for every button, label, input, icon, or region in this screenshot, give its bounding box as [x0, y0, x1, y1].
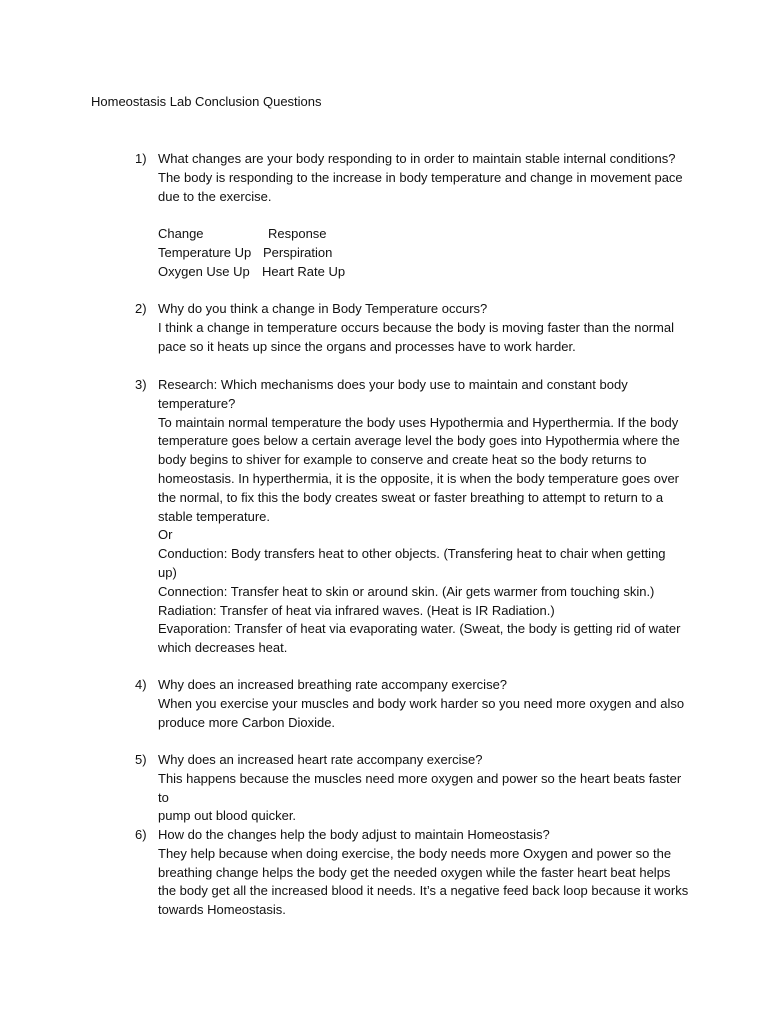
question-text: Why does an increased breathing rate accompany exercise? [158, 677, 508, 692]
table-header-response: Response [268, 226, 327, 242]
question-text: Why do you think a change in Body Temperature occurs? [158, 301, 488, 316]
answer-line: body begins to shiver for example to conserve and create heat so the body returns to [158, 452, 647, 468]
question-text: temperature? [158, 395, 236, 411]
table-row [158, 263, 695, 282]
question-number: 1) [135, 151, 147, 166]
answer-line: The body is responding to the increase in body temperature and change in movement pace [158, 169, 683, 185]
table-cell: Oxygen Use Up [158, 263, 250, 279]
document-title: Homeostasis Lab Conclusion Questions [91, 94, 322, 109]
question-text: Why does an increased heart rate accompany exercise? [158, 752, 483, 767]
answer-line: stable temperature. [158, 508, 271, 524]
answer-line: pace so it heats up since the organs and processes have to work harder. [158, 338, 576, 354]
answer-line: This happens because the muscles need more oxygen and power so the heart beats faster to [158, 770, 685, 805]
question-text: What changes are your body responding to in order to maintain stable internal conditions? [158, 151, 676, 166]
change-response-table [158, 225, 695, 281]
question-number: 3) [135, 377, 147, 392]
question-6 [135, 826, 695, 920]
table-row [158, 244, 695, 263]
answer-line: due to the exercise. [158, 188, 272, 204]
table-cell: Heart Rate Up [262, 263, 346, 279]
table-cell: Perspiration [263, 245, 333, 261]
answer-line: Connection: Transfer heat to skin or around skin. (Air gets warmer from touching skin.) [158, 583, 655, 599]
table-header-row [158, 225, 695, 244]
answer-line: temperature goes below a certain average level the body goes into Hypothermia where the [158, 433, 680, 449]
answer-line: produce more Carbon Dioxide. [158, 714, 336, 730]
answer-line: up) [158, 564, 177, 580]
answer-line: Conduction: Body transfers heat to other objects. (Transfering heat to chair when getting [158, 546, 666, 562]
answer-line: To maintain normal temperature the body uses Hypothermia and Hyperthermia. If the body [158, 414, 679, 430]
question-number: 2) [135, 301, 147, 316]
question-number: 4) [135, 677, 147, 692]
question-4 [135, 676, 695, 732]
question-text: How do the changes help the body adjust to maintain Homeostasis? [158, 827, 550, 842]
question-3 [135, 376, 695, 658]
question-number: 5) [135, 752, 147, 767]
answer-line: pump out blood quicker. [158, 808, 297, 824]
question-5 [135, 751, 695, 826]
answer-line: which decreases heat. [158, 640, 288, 656]
answer-line: the body get all the increased blood it needs. It’s a negative feed back loop because it works [158, 883, 689, 899]
answer-line: Radiation: Transfer of heat via infrared waves. (Heat is IR Radiation.) [158, 602, 555, 618]
answer-line: When you exercise your muscles and body work harder so you need more oxygen and also [158, 695, 685, 711]
question-text: Research: Which mechanisms does your body use to maintain and constant body [158, 377, 628, 392]
answer-line: I think a change in temperature occurs because the body is moving faster than the normal [158, 319, 674, 335]
table-cell: Temperature Up [158, 245, 252, 261]
answer-line: Or [158, 527, 173, 543]
question-number: 6) [135, 827, 147, 842]
answer-line: the normal, to fix this the body creates sweat or faster breathing to attempt to return to a [158, 489, 664, 505]
question-1 [135, 150, 695, 282]
answer-line: homeostasis. In hyperthermia, it is the opposite, it is when the body temperature goes over [158, 470, 679, 486]
question-2 [135, 300, 695, 356]
answer-line: breathing change helps the body get the needed oxygen while the faster heart beat helps [158, 864, 671, 880]
answer-line: Evaporation: Transfer of heat via evaporating water. (Sweat, the body is getting rid of water [158, 621, 681, 637]
answer-line: They help because when doing exercise, the body needs more Oxygen and power so the [158, 845, 672, 861]
table-header-change: Change [158, 226, 204, 242]
answer-line: towards Homeostasis. [158, 902, 286, 918]
